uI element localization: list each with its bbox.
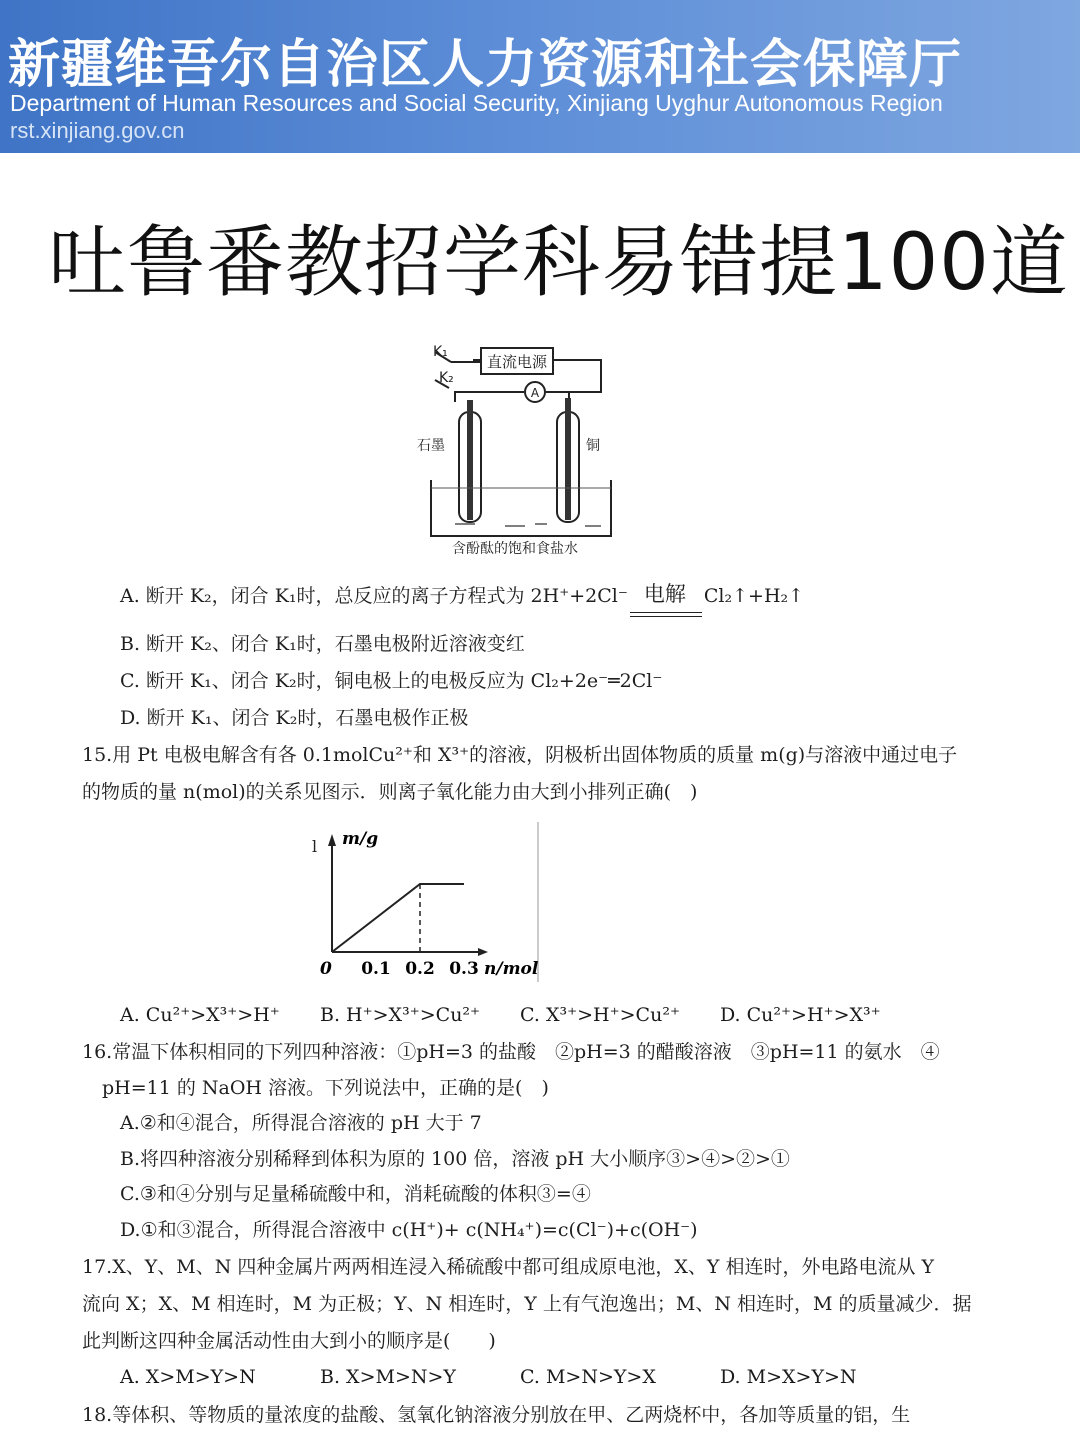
electrolysis-condition: 电解 <box>643 582 686 606</box>
x-axis-label: n/mol <box>484 959 539 979</box>
q17-stem-line3: 此判断这四种金属活动性由大到小的顺序是( ) <box>82 1330 496 1352</box>
switch-k1-label: K₁ <box>433 344 448 360</box>
switch-k2-label: K₂ <box>439 370 454 386</box>
q18-stem-line1: 18.等体积、等物质的量浓度的盐酸、氢氧化钠溶液分别放在甲、乙两烧杯中，各加等质量的铝，生 <box>82 1404 911 1426</box>
y-axis-label: m/g <box>342 829 379 849</box>
q15-option-c: C. X³⁺>H⁺>Cu²⁺ <box>520 1004 680 1026</box>
banner-title-en: Department of Human Resources and Social Security, Xinjiang Uyghur Autonomous Region <box>10 90 943 116</box>
graphite-electrode <box>467 400 473 520</box>
y-axis-arrow-icon <box>328 834 336 846</box>
q14-option-b: B. 断开 K₂、闭合 K₁时，石墨电极附近溶液变红 <box>120 633 525 655</box>
copper-electrode <box>565 398 571 520</box>
q17-option-d: D. M>X>Y>N <box>720 1366 857 1388</box>
q17-option-a: A. X>M>Y>N <box>120 1366 256 1388</box>
q15-option-a: A. Cu²⁺>X³⁺>H⁺ <box>120 1004 280 1026</box>
q14-option-a-products: Cl₂↑+H₂↑ <box>703 585 805 607</box>
q14-option-a-text: A. 断开 K₂，闭合 K₁时，总反应的离子方程式为 2H⁺+2Cl⁻ <box>120 585 628 607</box>
q17-option-b: B. X>M>N>Y <box>320 1366 456 1388</box>
q16-stem-line2: pH=11 的 NaOH 溶液。下列说法中，正确的是( ) <box>102 1077 549 1099</box>
q14-option-d: D. 断开 K₁、闭合 K₂时，石墨电极作正极 <box>120 707 469 729</box>
graphite-label: 石墨 <box>417 438 445 454</box>
header-banner <box>0 0 1080 153</box>
series-line <box>332 884 464 952</box>
q16-option-d: D.①和③混合，所得混合溶液中 c(H⁺)+ c(NH₄⁺)=c(Cl⁻)+c(OH⁻) <box>120 1219 698 1241</box>
ammeter-label: A <box>530 386 540 400</box>
banner-url[interactable]: rst.xinjiang.gov.cn <box>10 118 185 143</box>
x-tick-label: 0.1 <box>361 959 391 979</box>
x-tick-label: 0.2 <box>405 959 435 979</box>
q16-stem-line1: 16.常温下体积相同的下列四种溶液：①pH=3 的盐酸 ②pH=3 的醋酸溶液 ③pH=11 的氨水 ④ <box>82 1041 940 1063</box>
q17-option-c: C. M>N>Y>X <box>520 1366 656 1388</box>
electrolysis-circuit-diagram <box>415 340 615 560</box>
solution-caption: 含酚酞的饱和食盐水 <box>452 541 578 557</box>
banner-title-cn: 新疆维吾尔自治区人力资源和社会保障厅 <box>8 35 963 95</box>
svg-text:l: l <box>312 837 318 856</box>
q15-option-d: D. Cu²⁺>H⁺>X³⁺ <box>720 1004 881 1026</box>
q14-option-a <box>120 584 804 608</box>
origin-label: 0 <box>320 959 332 979</box>
q15-stem-line2: 的物质的量 n(mol)的关系见图示．则离子氧化能力由大到小排列正确( ) <box>82 781 698 803</box>
q16-option-c: C.③和④分别与足量稀硫酸中和，消耗硫酸的体积③=④ <box>120 1183 591 1205</box>
page-title: 吐鲁番教招学科易错提100道 <box>48 218 1069 308</box>
q15-stem-line1: 15.用 Pt 电极电解含有各 0.1molCu²⁺和 X³⁺的溶液，阴极析出固体物质的质量 m(g)与溶液中通过电子 <box>82 744 958 766</box>
x-tick-label: 0.3 <box>449 959 479 979</box>
copper-label: 铜 <box>586 438 600 454</box>
q15-option-b: B. H⁺>X³⁺>Cu²⁺ <box>320 1004 481 1026</box>
q17-stem-line2: 流向 X；X、M 相连时，M 为正极；Y、N 相连时，Y 上有气泡逸出；M、N 相连时，M 的质量减少．据 <box>82 1293 972 1315</box>
q17-stem-line1: 17.X、Y、M、N 四种金属片两两相连浸入稀硫酸中都可组成原电池，X、Y 相连时，外电路电流从 Y <box>82 1256 935 1278</box>
q16-option-a: A.②和④混合，所得混合溶液的 pH 大于 7 <box>120 1112 482 1134</box>
mass-vs-electron-graph <box>300 822 545 987</box>
x-axis-arrow-icon <box>478 948 488 956</box>
q16-option-b: B.将四种溶液分别稀释到体积为原的 100 倍，溶液 pH 大小顺序③>④>②>① <box>120 1148 790 1170</box>
q14-option-c: C. 断开 K₁、闭合 K₂时，铜电极上的电极反应为 Cl₂+2e⁻═2Cl⁻ <box>120 670 663 692</box>
power-source-label: 直流电源 <box>486 353 548 371</box>
